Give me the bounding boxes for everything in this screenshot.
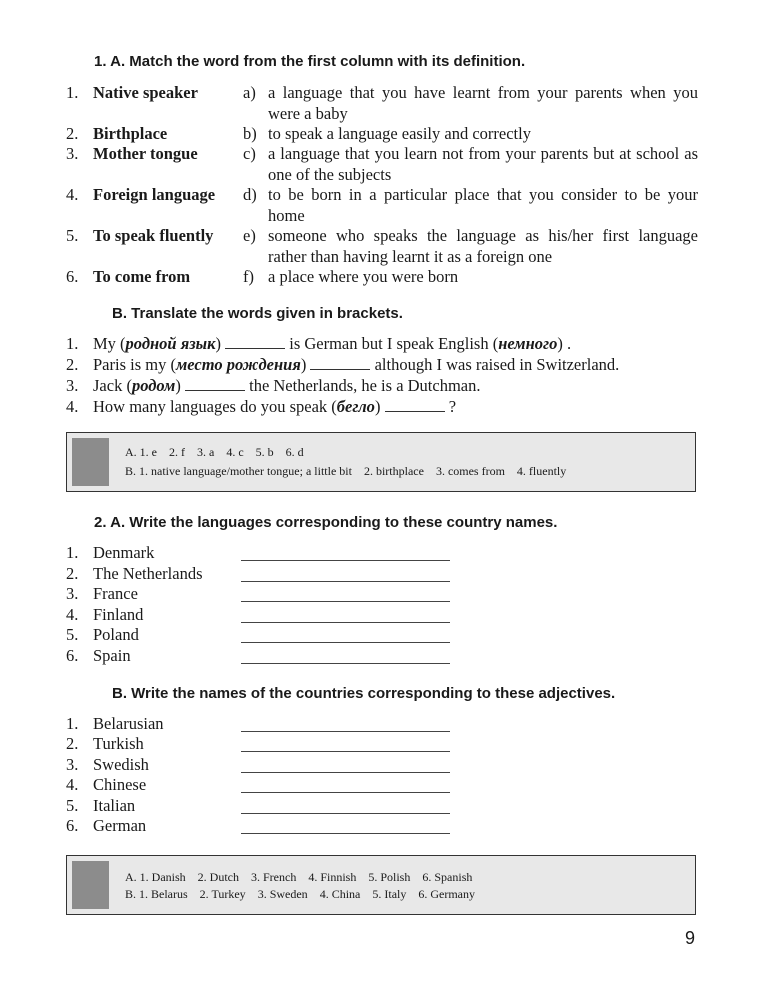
- answer-key-2: [66, 855, 696, 915]
- answer-line[interactable]: [241, 622, 450, 623]
- key-line-a: A. 1. e 2. f 3. a 4. c 5. b 6. d: [125, 445, 304, 459]
- answer-line[interactable]: [241, 560, 450, 561]
- answer-blank[interactable]: [310, 355, 370, 370]
- heading-2b: B. Write the names of the countries corresponding to these adjectives.: [112, 685, 616, 702]
- adjective: German: [93, 816, 147, 835]
- country-name: Finland: [93, 605, 144, 624]
- term: Mother tongue: [93, 144, 198, 163]
- key-line-b: B. 1. native language/mother tongue; a little bit 2. birthplace 3. comes from 4. fluently: [125, 464, 567, 478]
- sentence: How many languages do you speak (бегло) ?: [93, 397, 457, 416]
- definition-letter: a): [243, 83, 256, 102]
- answer-line[interactable]: [241, 833, 450, 834]
- definition: a language that you have learnt from your parents when you were a baby: [268, 83, 698, 123]
- answer-line[interactable]: [241, 731, 450, 732]
- country-name: France: [93, 584, 138, 603]
- russian-word: родной язык: [125, 334, 216, 353]
- key-line-a: A. 1. Danish 2. Dutch 3. French 4. Finnish 5. Polish 6. Spanish: [125, 870, 473, 884]
- item-number: 4.: [66, 185, 79, 204]
- worksheet-page: 1. A. Match the word from the first column with its definition. 1. Native speaker a) a language that you have learnt from your parents when you were a baby 2. Birthplace b) to speak a language easily and correctly 3. Mother tongue c) a language that you learn not from your parents but at school as one of the subjects 4. Foreign language d) to be born in a particular place that you consider to be your home 5. To speak fluently e) someone who speaks the language as his/her first language rather than having learnt it as a foreign one 6. To come from f) a place where you were born B. Translate the words given in brackets. 1. My (родной язык) is German but I speak English (немного) . 2. Paris is my (место рождения) although I was raised in Switzerland. 3. Jack (родом) the Netherlands, he is a Dutchman. 4. How many languages do you speak (бегло) ? A. 1. e 2. f 3. a 4. c 5. b 6. d B. 1. native language/mother tongue; a little bit 2. birthplace 3. comes from 4. fluently 2. A. Write the languages corresponding to these country names. 1. Denmark 2. The Netherlands 3. France 4. Finland 5. Poland 6. Spain B. Write the names of the countries corresponding to these adjectives. 1. Belarusian 2. Turkish 3. Swedish 4. Chinese 5. Italian 6. German A. 1. Danish 2. Dutch 3. French 4. Finnish 5. Polish 6. Spanish B. 1. Belarus 2. Turkey 3. Sweden 4. China 5. Italy 6. Germany 9: [66, 53, 698, 948]
- answer-line[interactable]: [241, 813, 450, 814]
- term: Foreign language: [93, 185, 216, 204]
- item-number: 2.: [66, 355, 79, 374]
- term: To speak fluently: [93, 226, 214, 245]
- country-name: Spain: [93, 646, 131, 665]
- key-bar: [72, 861, 109, 909]
- definition: someone who speaks the language as his/her first language rather than having learnt it as a foreign one: [268, 226, 698, 266]
- russian-word: немного: [498, 334, 558, 353]
- country-name: Poland: [93, 625, 139, 644]
- item-number: 5.: [66, 226, 79, 245]
- adjective: Chinese: [93, 775, 147, 794]
- adjective: Italian: [93, 796, 136, 815]
- adjective: Swedish: [93, 755, 149, 774]
- item-number: 6.: [66, 267, 79, 286]
- item-number: 3.: [66, 376, 79, 395]
- term: Birthplace: [93, 124, 168, 143]
- key-bar: [72, 438, 109, 486]
- item-number: 1.: [66, 334, 79, 353]
- definition: a place where you were born: [268, 267, 459, 286]
- item-number: 2.: [66, 124, 79, 143]
- answer-blank[interactable]: [385, 397, 445, 412]
- definition: a language that you learn not from your parents but at school as one of the subjects: [268, 144, 698, 184]
- answer-line[interactable]: [241, 601, 450, 602]
- answer-line[interactable]: [241, 581, 450, 582]
- item-number: 4.: [66, 397, 79, 416]
- adjective: Belarusian: [93, 714, 164, 733]
- russian-word: место рождения: [175, 355, 301, 374]
- answer-blank[interactable]: [185, 376, 245, 391]
- definition: to speak a language easily and correctly: [268, 124, 531, 143]
- definition-letter: d): [243, 185, 257, 204]
- answer-blank[interactable]: [225, 334, 285, 349]
- heading-1a: 1. A. Match the word from the first column with its definition.: [94, 53, 526, 70]
- answer-line[interactable]: [241, 772, 450, 773]
- adjective: Turkish: [93, 734, 144, 753]
- item-number: 3.: [66, 144, 79, 163]
- key-line-b: B. 1. Belarus 2. Turkey 3. Sweden 4. China 5. Italy 6. Germany: [125, 887, 476, 901]
- term: Native speaker: [93, 83, 198, 102]
- sentence: My (родной язык) is German but I speak English (немного) .: [93, 334, 572, 353]
- definition: to be born in a particular place that you consider to be your home: [268, 185, 698, 225]
- country-name: Denmark: [93, 543, 155, 562]
- answer-line[interactable]: [241, 751, 450, 752]
- answer-line[interactable]: [241, 663, 450, 664]
- definition-letter: b): [243, 124, 257, 143]
- item-number: 1.: [66, 83, 79, 102]
- sentence: Paris is my (место рождения) although I was raised in Switzerland.: [93, 355, 620, 374]
- country-name: The Netherlands: [93, 564, 203, 583]
- definition-letter: e): [243, 226, 256, 245]
- sentence: Jack (родом) the Netherlands, he is a Dutchman.: [93, 376, 481, 395]
- answer-line[interactable]: [241, 642, 450, 643]
- definition-letter: f): [243, 267, 254, 286]
- term: To come from: [93, 267, 191, 286]
- definition-letter: c): [243, 144, 256, 163]
- heading-2a: 2. A. Write the languages corresponding to these country names.: [94, 514, 558, 531]
- answer-line[interactable]: [241, 792, 450, 793]
- page-number: 9: [685, 928, 696, 948]
- answer-key-1: [66, 432, 696, 492]
- russian-word: бегло: [336, 397, 375, 416]
- heading-1b: B. Translate the words given in brackets.: [112, 305, 403, 322]
- russian-word: родом: [131, 376, 176, 395]
